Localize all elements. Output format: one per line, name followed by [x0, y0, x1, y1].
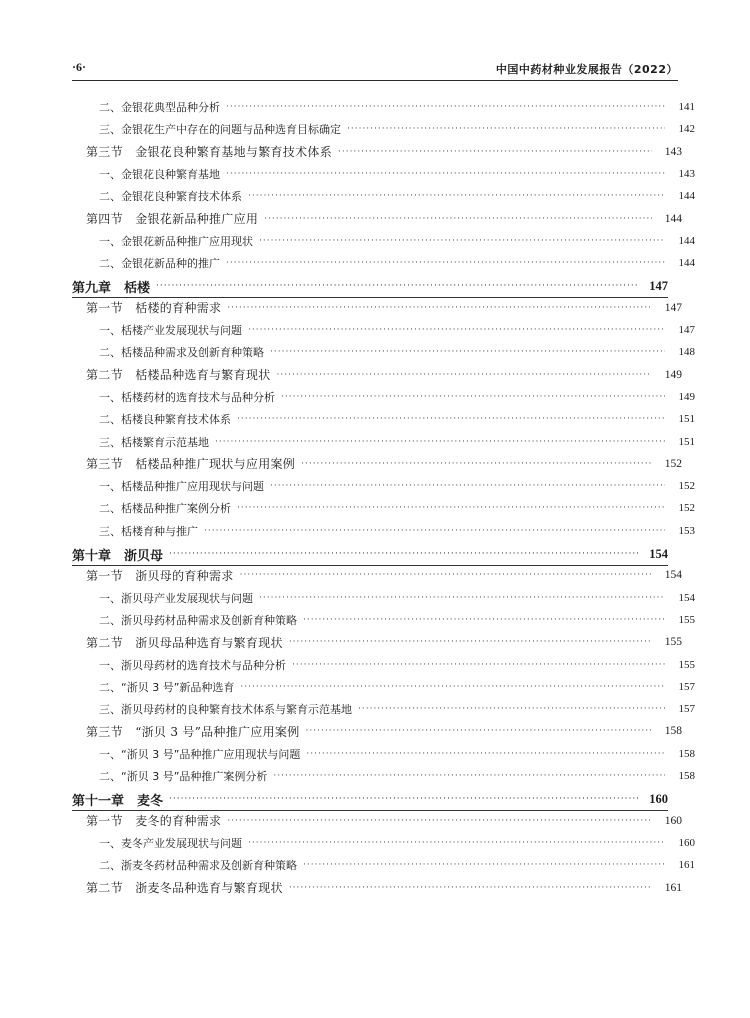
toc-item-entry[interactable] [72, 231, 695, 251]
toc-entry-page-number: 147 [649, 278, 668, 293]
toc-item-entry[interactable] [72, 833, 695, 853]
toc-entry-title: 二、栝楼品种推广案例分析 [99, 502, 231, 516]
toc-entry-page-number: 144 [664, 212, 682, 225]
toc-entry-page-number: 151 [678, 413, 695, 426]
toc-entry-page-number: 149 [678, 390, 695, 403]
dot-leader [338, 147, 652, 157]
toc-entry-page-number: 154 [678, 591, 695, 604]
toc-entry-page-number: 142 [678, 123, 695, 136]
toc-entry-page-number: 158 [678, 747, 695, 760]
toc-section-entry[interactable] [72, 878, 682, 898]
toc-section-entry[interactable] [72, 209, 682, 229]
toc-item-entry[interactable] [72, 855, 695, 875]
toc-entry-title: 一、金银花新品种推广应用现状 [99, 234, 253, 248]
toc-chapter-entry[interactable] [72, 788, 668, 811]
dot-leader [237, 414, 665, 424]
toc-entry-page-number: 157 [678, 703, 695, 716]
toc-entry-title: 第二节 浙贝母品种选育与繁育现状 [86, 635, 283, 650]
toc-item-entry[interactable] [72, 699, 695, 719]
dot-leader [289, 883, 652, 893]
toc-section-entry[interactable] [72, 721, 682, 741]
toc-item-entry[interactable] [72, 498, 695, 518]
toc-entry-title: 三、栝楼育种与推广 [99, 524, 198, 538]
toc-entry-title: 第九章 栝楼 [72, 280, 151, 296]
toc-entry-title: 一、金银花良种繁育基地 [99, 167, 220, 181]
toc-entry-title: 第十章 浙贝母 [72, 548, 164, 564]
dot-leader [248, 838, 665, 848]
dot-leader [240, 570, 652, 580]
toc-entry-page-number: 149 [664, 368, 682, 381]
toc-entry-page-number: 158 [664, 725, 682, 738]
toc-entry-title: 第一节 麦冬的育种需求 [86, 814, 222, 829]
toc-entry-title: 二、金银花良种繁育技术体系 [99, 190, 242, 204]
toc-entry-title: 三、浙贝母药材的良种繁育技术体系与繁育示范基地 [99, 703, 352, 717]
toc-entry-title: 三、金银花生产中存在的问题与品种选育目标确定 [99, 123, 341, 137]
toc-entry-page-number: 152 [664, 457, 682, 470]
toc-entry-page-number: 161 [664, 881, 682, 894]
dot-leader [240, 682, 665, 692]
toc-entry-title: 二、“浙贝 3 号”品种推广案例分析 [99, 770, 268, 783]
toc-entry-title: 三、栝楼繁育示范基地 [99, 435, 209, 449]
toc-item-entry[interactable] [72, 610, 695, 630]
dot-leader [227, 303, 652, 313]
toc-item-entry[interactable] [72, 744, 695, 764]
toc-entry-page-number: 148 [678, 346, 695, 359]
dot-leader [248, 325, 665, 335]
toc-item-entry[interactable] [72, 253, 695, 273]
dot-leader [273, 771, 665, 781]
toc-item-entry[interactable] [72, 655, 695, 675]
dot-leader [306, 726, 652, 736]
toc-entry-title: 一、浙贝母产业发展现状与问题 [99, 591, 253, 605]
toc-item-entry[interactable] [72, 164, 695, 184]
toc-item-entry[interactable] [72, 342, 695, 362]
toc-section-entry[interactable] [72, 142, 682, 162]
toc-entry-page-number: 154 [649, 546, 668, 561]
toc-item-entry[interactable] [72, 186, 695, 206]
toc-section-entry[interactable] [72, 298, 682, 318]
toc-entry-page-number: 152 [678, 480, 695, 493]
toc-entry-title: 第十一章 麦冬 [72, 793, 164, 809]
toc-section-entry[interactable] [72, 365, 682, 385]
dot-leader [226, 169, 665, 179]
toc-entry-page-number: 161 [678, 859, 695, 872]
toc-entry-page-number: 147 [664, 301, 682, 314]
toc-entry-page-number: 155 [678, 658, 695, 671]
toc-entry-title: 二、浙麦冬药材品种需求及创新育种策略 [99, 859, 297, 873]
toc-chapter-entry[interactable] [72, 275, 668, 298]
dot-leader [270, 347, 665, 357]
dot-leader [226, 258, 665, 268]
toc-entry-title: 二、栝楼良种繁育技术体系 [99, 413, 231, 427]
toc-entry-page-number: 147 [678, 324, 695, 336]
toc-entry-title: 二、“浙贝 3 号”新品种选育 [99, 680, 235, 694]
toc-entry-title: 一、浙贝母药材的选育技术与品种分析 [99, 658, 286, 672]
dot-leader [303, 860, 665, 870]
dot-leader [289, 637, 652, 647]
toc-entry-page-number: 143 [678, 167, 695, 180]
dot-leader [303, 615, 665, 625]
toc-item-entry[interactable] [72, 320, 695, 340]
dot-leader [169, 794, 638, 804]
toc-entry-title: 一、栝楼产业发展现状与问题 [99, 324, 242, 337]
toc-item-entry[interactable] [72, 521, 695, 541]
dot-leader [270, 481, 665, 491]
toc-entry-title: 第四节 金银花新品种推广应用 [86, 212, 259, 226]
dot-leader [292, 660, 665, 670]
toc-item-entry[interactable] [72, 677, 695, 697]
dot-leader [301, 459, 652, 469]
toc-item-entry[interactable] [72, 432, 695, 452]
toc-entry-page-number: 160 [649, 791, 668, 806]
dot-leader [169, 549, 638, 559]
toc-entry-page-number: 144 [678, 257, 695, 270]
dot-leader [358, 704, 665, 714]
dot-leader [306, 749, 665, 759]
dot-leader [264, 214, 652, 224]
toc-item-entry[interactable] [72, 766, 695, 786]
dot-leader [277, 370, 652, 380]
toc-entry-title: 第一节 栝楼的育种需求 [86, 301, 222, 316]
toc-entry-title: 一、麦冬产业发展现状与问题 [99, 836, 242, 850]
toc-item-entry[interactable] [72, 97, 695, 117]
toc-entry-page-number: 144 [678, 234, 695, 247]
dot-leader [347, 124, 665, 134]
page-number: ·6· [72, 60, 87, 74]
toc-entry-page-number: 154 [664, 569, 682, 582]
dot-leader [156, 281, 638, 291]
toc-entry-page-number: 151 [678, 435, 695, 448]
toc-entry-page-number: 143 [664, 145, 682, 158]
book-title: 中国中药材种业发展报告（2022） [495, 63, 678, 76]
toc-entry-page-number: 152 [678, 502, 695, 515]
toc-entry-title: 二、金银花典型品种分析 [99, 101, 220, 114]
dot-leader [281, 392, 665, 402]
running-header [72, 58, 678, 81]
dot-leader [259, 236, 665, 246]
toc-item-entry[interactable] [72, 387, 695, 407]
toc-entry-title: 第二节 浙麦冬品种选育与繁育现状 [86, 881, 283, 895]
toc-entry-page-number: 155 [678, 613, 695, 626]
toc-item-entry[interactable] [72, 588, 695, 608]
toc-item-entry[interactable] [72, 119, 695, 139]
toc-entry-page-number: 153 [678, 524, 695, 537]
dot-leader [204, 526, 665, 536]
toc-entry-page-number: 141 [678, 101, 695, 113]
toc-entry-page-number: 144 [678, 190, 695, 203]
toc-entry-page-number: 157 [678, 680, 695, 693]
toc-entry-page-number: 160 [678, 836, 695, 849]
toc-entry-title: 一、栝楼品种推广应用现状与问题 [99, 480, 264, 494]
toc-entry-title: 二、栝楼品种需求及创新育种策略 [99, 346, 264, 360]
dot-leader [226, 102, 665, 112]
toc-entry-title: 二、浙贝母药材品种需求及创新育种策略 [99, 613, 297, 627]
toc-item-entry[interactable] [72, 476, 695, 496]
toc-entry-title: 第三节 栝楼品种推广现状与应用案例 [86, 457, 296, 472]
toc-section-entry[interactable] [72, 454, 682, 474]
toc-entry-title: 一、栝楼药材的选育技术与品种分析 [99, 390, 275, 404]
dot-leader [215, 437, 665, 447]
toc-item-entry[interactable] [72, 409, 695, 429]
dot-leader [248, 191, 665, 201]
toc-entry-title: 第二节 栝楼品种选育与繁育现状 [86, 368, 271, 383]
dot-leader [227, 816, 652, 826]
toc-section-entry[interactable] [72, 632, 682, 652]
dot-leader [237, 503, 665, 513]
toc-entry-page-number: 160 [664, 814, 682, 827]
toc-section-entry[interactable] [72, 565, 682, 585]
toc-entry-page-number: 155 [664, 636, 682, 649]
toc-chapter-entry[interactable] [72, 543, 668, 566]
toc-section-entry[interactable] [72, 811, 682, 831]
toc-entry-title: 第三节 金银花良种繁育基地与繁育技术体系 [86, 145, 333, 160]
toc-entry-page-number: 158 [678, 770, 695, 782]
toc-entry-title: 二、金银花新品种的推广 [99, 257, 220, 271]
dot-leader [259, 593, 665, 603]
toc-entry-title: 一、“浙贝 3 号”品种推广应用现状与问题 [99, 747, 301, 761]
toc-entry-title: 第三节 “浙贝 3 号”品种推广应用案例 [86, 724, 300, 739]
toc-entry-title: 第一节 浙贝母的育种需求 [86, 568, 234, 583]
